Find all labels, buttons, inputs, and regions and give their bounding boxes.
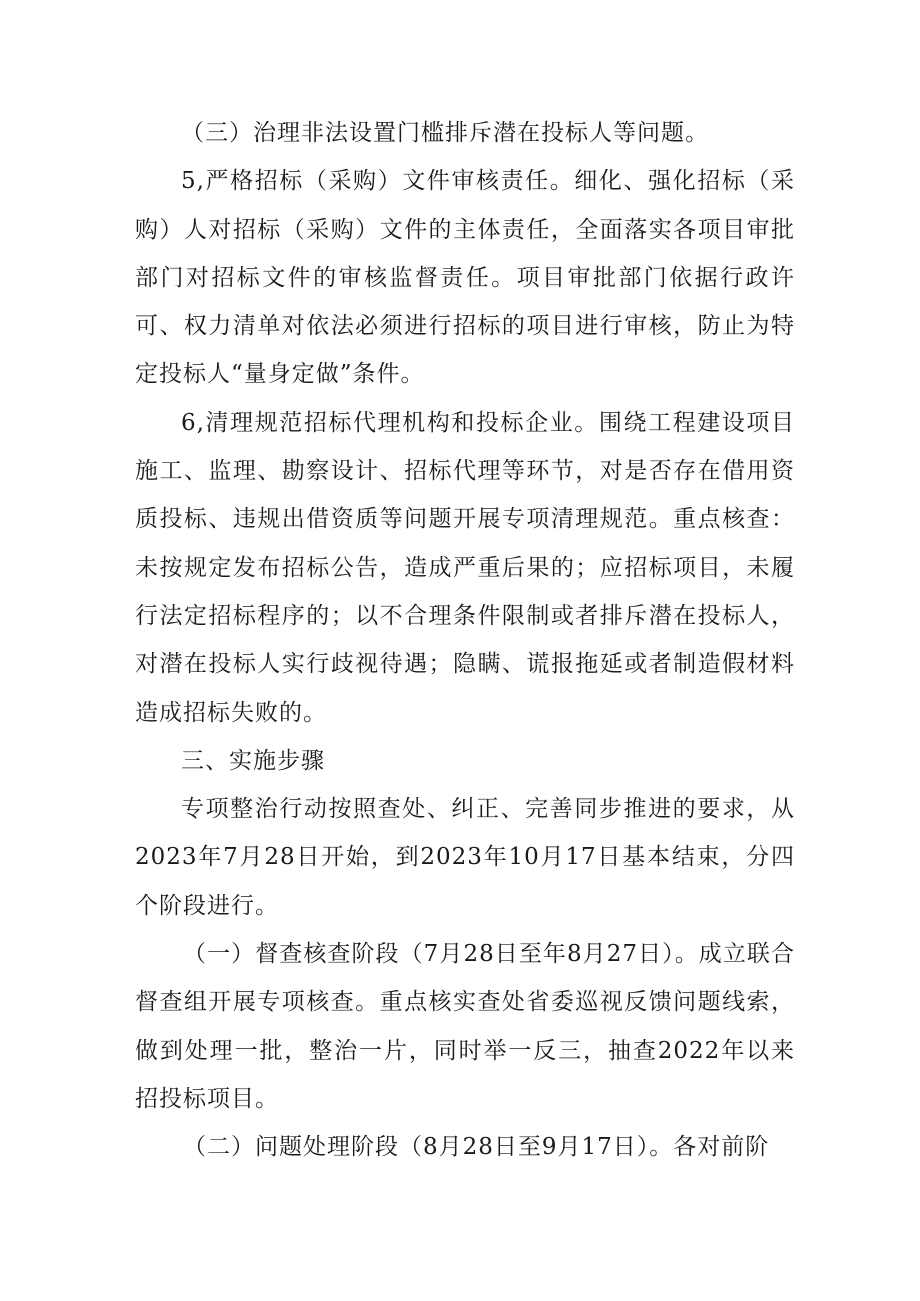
paragraph-item-5: 5,严格招标（采购）文件审核责任。细化、强化招标（采购）人对招标（采购）文件的主体责任，全面落实各项目审批部门对招标文件的审核监督责任。项目审批部门依据行政许可、权力清单对依法必须进行招标的项目进行审核，防止为特定投标人“量身定做”条件。 xyxy=(135,168,795,388)
paragraph-item-6: 6,清理规范招标代理机构和投标企业。围绕工程建设项目施工、监理、勘察设计、招标代理等环节，对是否存在借用资质投标、违规出借资质等问题开展专项清理规范。重点核查：未按规定发布招标公告，造成严重后果的；应招标项目，未履行法定招标程序的；以不合理条件限制或者排斥潜在投标人，对潜在投标人实行歧视待遇；隐瞒、谎报拖延或者制造假材料造成招标失败的。 xyxy=(135,409,795,726)
paragraph-stage-one: （一）督查核查阶段（7月28日至年8月27日）。成立联合督查组开展专项核查。重点核实查处省委巡视反馈问题线索，做到处理一批，整治一片，同时举一反三，抽查2022年以来招投标项目。 xyxy=(135,941,795,1112)
paragraph-stage-two: （二）问题处理阶段（8月28日至9月17日）。各对前阶 xyxy=(183,1134,770,1161)
document-body xyxy=(135,109,795,1172)
paragraph-subheading-three: （三）治理非法设置门槛排斥潜在投标人等问题。 xyxy=(181,120,709,146)
paragraph-schedule: 专项整治行动按照查处、纠正、完善同步推进的要求，从2023年7月28日开始，到2023年10月17日基本结束，分四个阶段进行。 xyxy=(135,796,795,919)
section-heading-implementation-steps: 三、实施步骤 xyxy=(181,747,325,774)
